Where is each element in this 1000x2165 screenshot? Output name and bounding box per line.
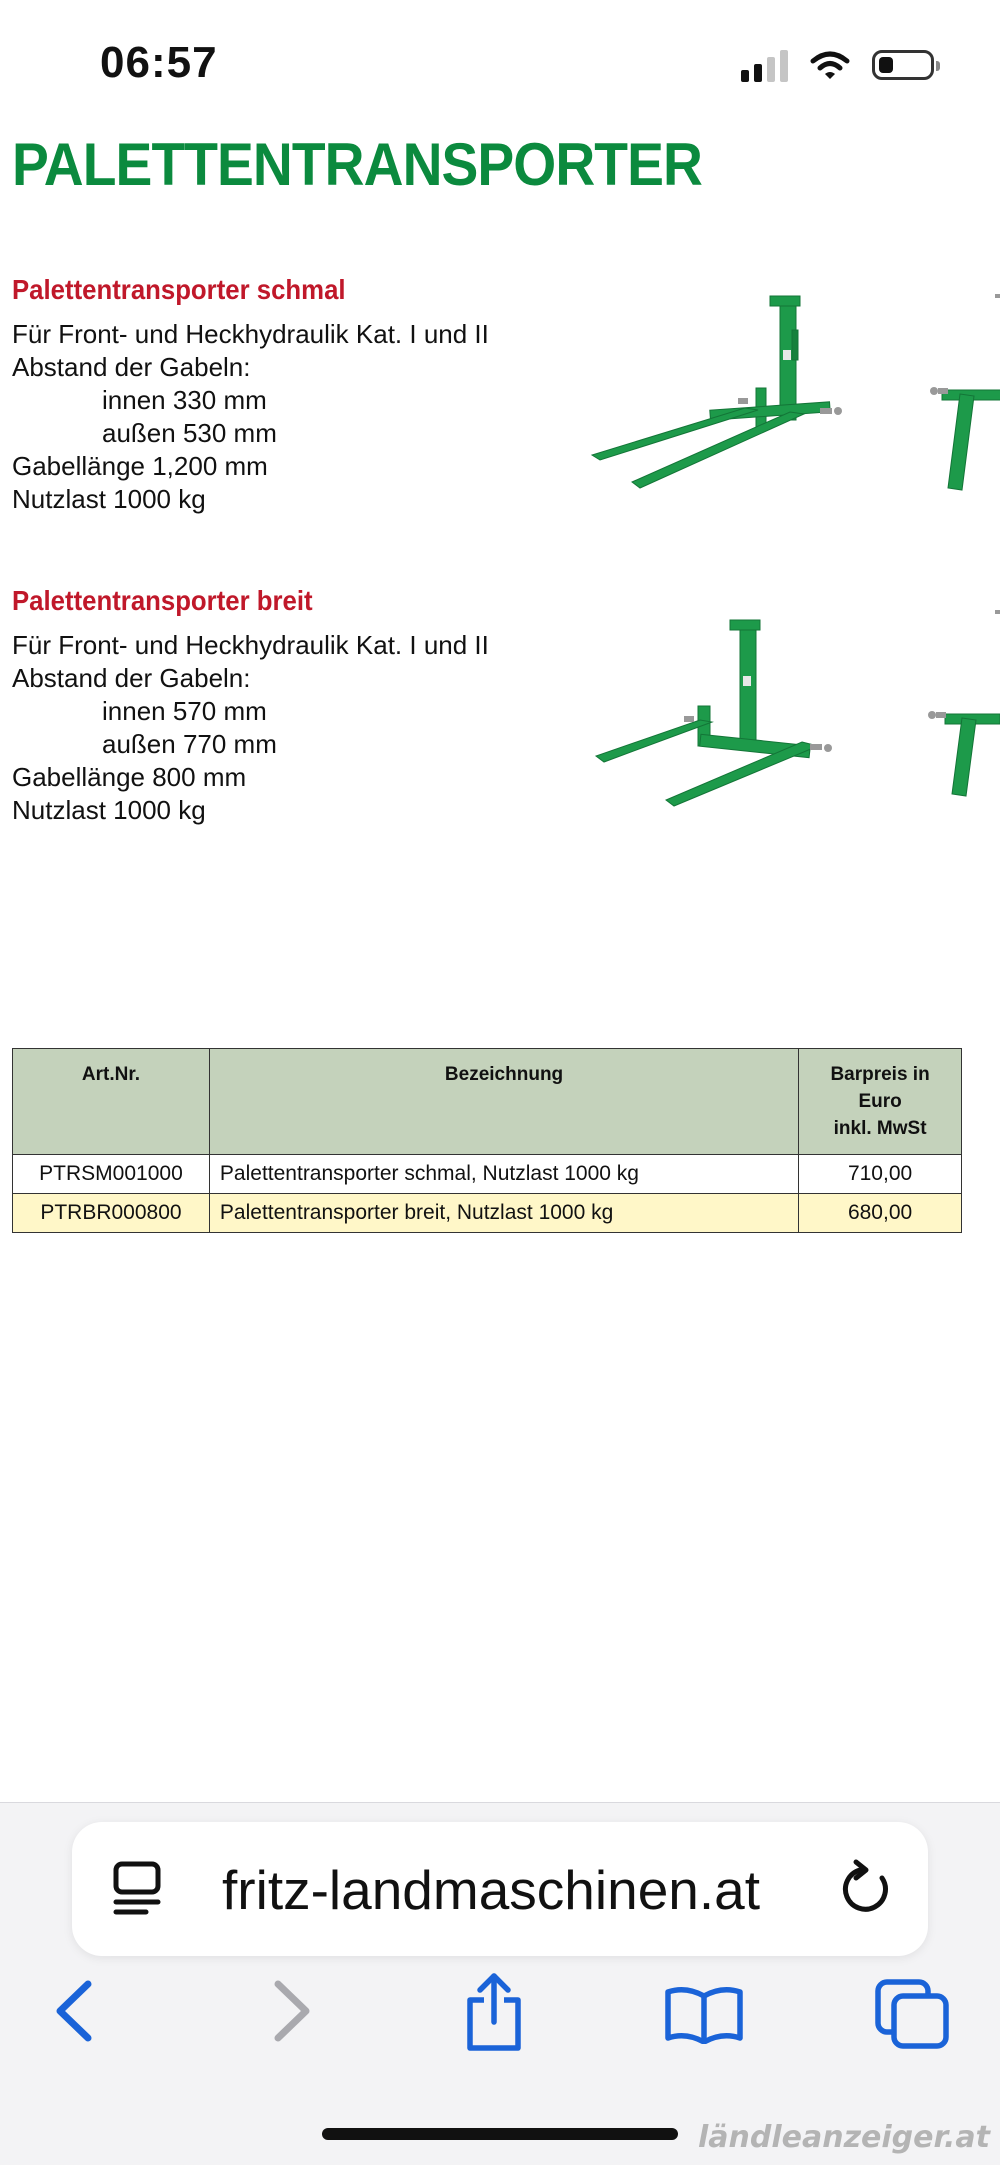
product-title: Palettentransporter breit <box>12 585 313 616</box>
product-breit <box>12 585 489 827</box>
spec-line: Für Front- und Heckhydraulik Kat. I und II <box>12 630 489 660</box>
home-indicator <box>322 2128 678 2140</box>
forward-icon[interactable] <box>270 1980 314 2042</box>
reload-icon[interactable] <box>838 1858 894 1918</box>
spec-line: Für Front- und Heckhydraulik Kat. I und II <box>12 319 489 349</box>
reader-mode-icon[interactable] <box>112 1860 164 1916</box>
spec-line: Nutzlast 1000 kg <box>12 795 206 825</box>
spec-line: Nutzlast 1000 kg <box>12 484 206 514</box>
col-price-line: Euro <box>858 1091 902 1112</box>
cell-price: 710,00 <box>799 1155 962 1194</box>
table-row <box>13 1194 962 1233</box>
spec-line: Gabellänge 1,200 mm <box>12 451 268 481</box>
signal-icon <box>741 48 788 82</box>
product-title: Palettentransporter schmal <box>12 274 346 305</box>
price-table <box>12 1048 962 1233</box>
table-row <box>13 1155 962 1194</box>
spec-line: Abstand der Gabeln: <box>12 352 251 382</box>
battery-icon <box>872 50 934 80</box>
col-price-line: Barpreis in <box>830 1064 930 1085</box>
spec-line: außen 770 mm <box>102 729 277 759</box>
share-icon[interactable] <box>462 1970 526 2054</box>
col-art-nr: Art.Nr. <box>13 1049 210 1155</box>
col-price <box>799 1049 962 1155</box>
table-header-row <box>13 1049 962 1155</box>
cell-bezeichnung: Palettentransporter breit, Nutzlast 1000 kg <box>209 1194 798 1233</box>
cell-art-nr: PTRBR000800 <box>13 1194 210 1233</box>
spec-line: Abstand der Gabeln: <box>12 663 251 693</box>
cell-bezeichnung: Palettentransporter schmal, Nutzlast 1000 kg <box>209 1155 798 1194</box>
status-time: 06:57 <box>100 38 218 87</box>
spec-line: innen 330 mm <box>102 385 267 415</box>
spec-line: innen 570 mm <box>102 696 267 726</box>
bookmarks-icon[interactable] <box>664 1984 744 2044</box>
url-text[interactable]: fritz-landmaschinen.at <box>222 1859 761 1921</box>
product-photo-schmal <box>590 290 1000 510</box>
watermark: ländleanzeiger.at <box>697 2120 990 2155</box>
status-icons <box>741 48 934 82</box>
address-bar[interactable] <box>72 1822 928 1956</box>
product-photo-breit <box>590 610 1000 820</box>
page-title: PALETTENTRANSPORTER <box>12 131 702 198</box>
col-bezeichnung: Bezeichnung <box>209 1049 798 1155</box>
tabs-icon[interactable] <box>874 1978 950 2050</box>
product-schmal <box>12 274 489 516</box>
spec-line: Gabellänge 800 mm <box>12 762 247 792</box>
cell-art-nr: PTRSM001000 <box>13 1155 210 1194</box>
cell-price: 680,00 <box>799 1194 962 1233</box>
back-icon[interactable] <box>52 1980 96 2042</box>
wifi-icon <box>810 49 850 81</box>
col-price-line: inkl. MwSt <box>833 1118 927 1139</box>
spec-line: außen 530 mm <box>102 418 277 448</box>
